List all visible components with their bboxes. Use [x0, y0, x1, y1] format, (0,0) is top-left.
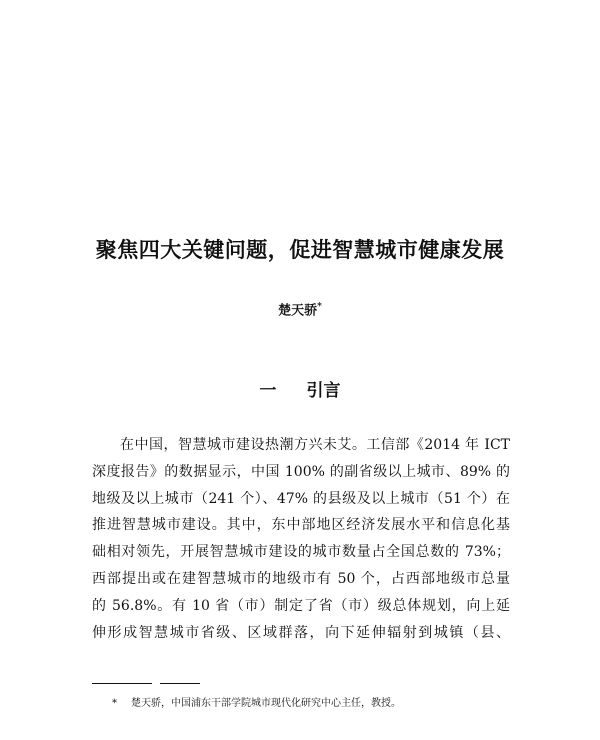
footnote-divider — [92, 683, 200, 684]
page-title: 聚焦四大关键问题，促进智慧城市健康发展 — [95, 237, 505, 262]
section-number: 一 — [259, 381, 277, 401]
footnote-mark: * — [112, 698, 117, 709]
section-heading — [0, 379, 600, 403]
author-name: 楚天骄 — [278, 303, 318, 319]
paragraph-line: 西部提出或在建智慧城市的地级市有 50 个，占西部地级市总量 — [92, 570, 510, 587]
body-paragraph — [92, 432, 510, 646]
paragraph-line: 的 56.8%。有 10 省（市）制定了省（市）级总体规划，向上延 — [92, 597, 510, 614]
author-line — [0, 298, 600, 320]
paragraph-line: 推进智慧城市建设。其中，东中部地区经济发展水平和信息化基 — [92, 517, 510, 534]
footnote — [112, 697, 401, 711]
paragraph-line: 伸形成智慧城市省级、区域群落，向下延伸辐射到城镇（县、 — [92, 624, 510, 641]
paragraph-line: 深度报告》的数据显示，中国 100% 的副省级以上城市、89% 的 — [92, 463, 510, 480]
section-title: 引言 — [306, 381, 341, 401]
footnote-text: 楚天骄，中国浦东干部学院城市现代化研究中心主任，教授。 — [131, 698, 401, 709]
paragraph-line: 础相对领先，开展智慧城市建设的城市数量占全国总数的 73%； — [92, 544, 510, 561]
footnote-divider-gap — [152, 681, 160, 685]
paragraph-line: 在中国，智慧城市建设热潮方兴未艾。工信部《2014 年 ICT — [120, 437, 510, 453]
author-footnote-mark: * — [317, 302, 322, 312]
paragraph-line: 地级及以上城市（241 个）、47% 的县级及以上城市（51 个）在 — [92, 490, 510, 507]
